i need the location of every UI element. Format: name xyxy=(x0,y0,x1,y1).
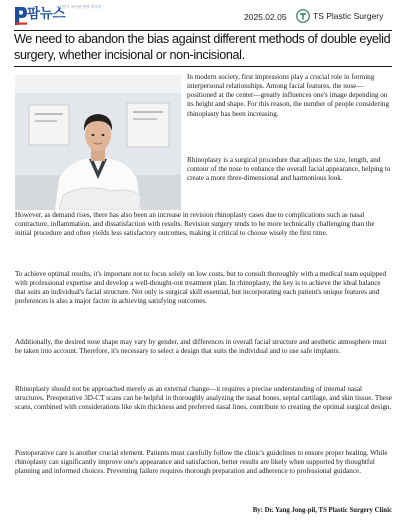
article-paragraph: Rhinoplasty is a surgical procedure that adjusts the size, length, and contour of the nose to enhance the overall facial appearance, helping to create a more three-dimensional and harmonious look. xyxy=(187,156,391,183)
clinic-name: TS Plastic Surgery xyxy=(313,11,384,21)
clinic-logo-icon xyxy=(296,9,310,23)
headline-divider xyxy=(14,66,392,67)
article-byline: By: Dr. Yang Jong-pil, TS Plastic Surgery Clinic xyxy=(252,507,392,514)
article-headline: We need to abandon the bias against different methods of double eyelid surgery, whether incisional or non-incisional. xyxy=(14,32,391,62)
article-paragraph: Additionally, the desired nose shape may vary by gender, and differences in overall facial structure and aesthetic atmosphere must be taken into account. Therefore, it's necessary to select a design that suits the individual and to use safe implants. xyxy=(15,338,387,356)
doctor-portrait-image xyxy=(15,75,181,210)
pharm-news-logo[interactable] xyxy=(14,5,28,27)
article-paragraph: Postoperative care is another crucial element. Patients must carefully follow the clinic's guidelines to ensure proper healing. While rhinoplasty can significantly improve one's appearance and satisfaction, better results are likely when supported by thoughtful planning and informed choices. Preventing failure requires thorough preparation and adherence to professional guidance. xyxy=(15,449,388,476)
logo-p-icon xyxy=(14,5,28,27)
logo-wordmark: 팜뉴스 xyxy=(27,6,66,22)
publish-date: 2025.02.05 xyxy=(244,12,287,22)
article-paragraph: In modern society, first impressions play a crucial role in forming interpersonal relationships. Among facial features, the nose—positioned at the center—greatly influences one's image depending on its height and shape. For this reason, the number of people considering rhinoplasty has been increasing. xyxy=(187,73,390,118)
logo-tagline: 대한민국 의약품 종합 미디어 xyxy=(56,5,102,9)
article-paragraph: However, as demand rises, there has also been an increase in revision rhinoplasty cases due to complications such as nasal contracture, inflammation, and dissatisfaction with results. Revision surgery tends to be more technically challenging than the initial procedure and often yields less satisfactory outcomes, making it critical to choose wisely the first time. xyxy=(15,211,375,238)
article-paragraph: Rhinoplasty should not be approached merely as an external change—it requires a precise understanding of internal nasal structures. Preoperative 3D-CT scans can be helpful in thoroughly analyzing the nasal bones, septal cartilage, and skin tissue. These scans, combined with considerations like skin thickness and preferred nasal lines, contribute to creating the optimal surgical design. xyxy=(15,385,392,412)
article-paragraph: To achieve optimal results, it's important not to focus solely on low costs, but to consult thoroughly with a medical team equipped with professional expertise and develop a well-thought-out treatment plan. In rhinoplasty, the key is to achieve the ideal balance that suits an individual's facial structure. Not only is surgical skill essential, but incorporating each patient's unique features and preferences is also a major factor in achieving satisfying outcomes. xyxy=(15,270,387,306)
article-header xyxy=(0,0,406,30)
